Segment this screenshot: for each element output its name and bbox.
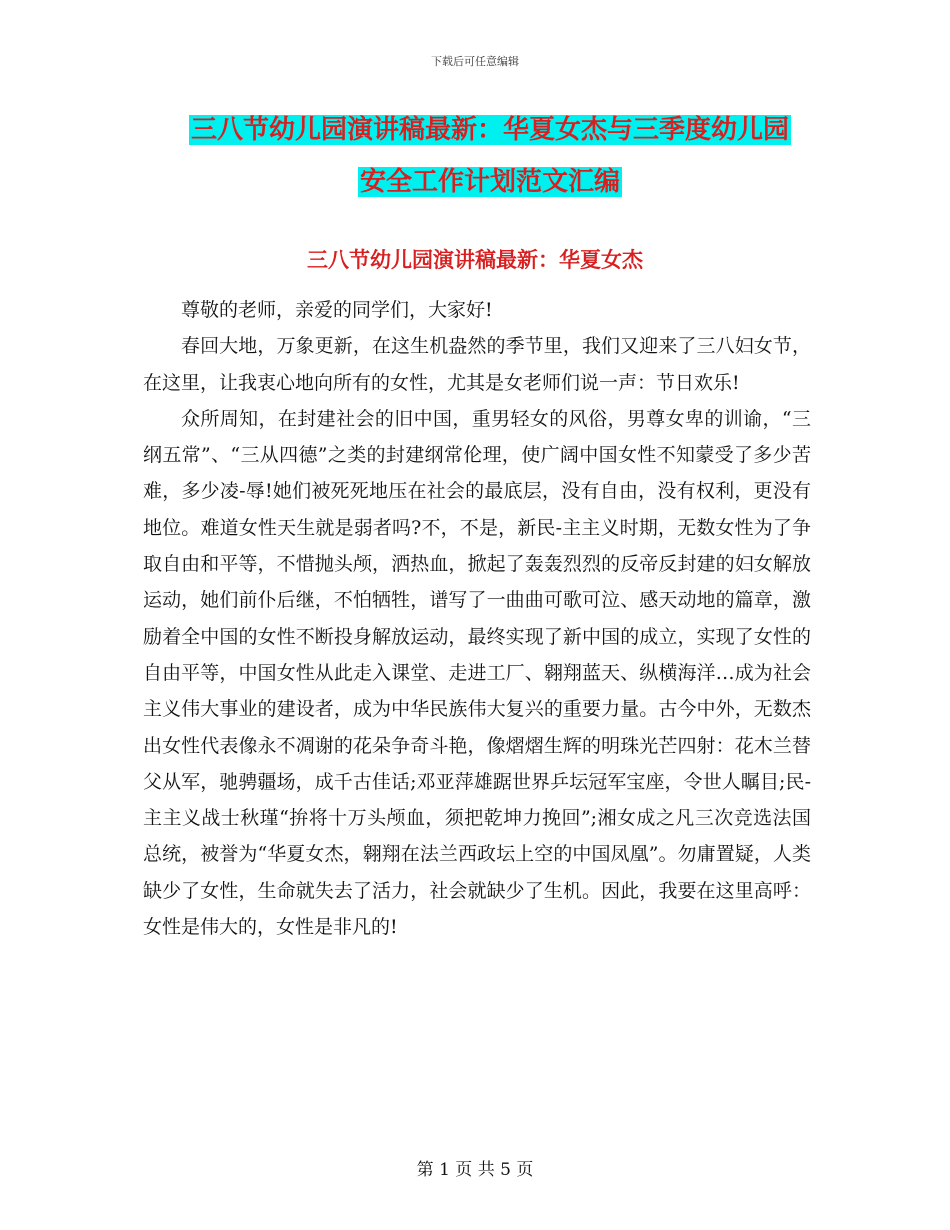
paragraph-intro: 春回大地，万象更新，在这生机盎然的季节里，我们又迎来了三八妇女节，在这里，让我衷心地向所有的女性，尤其是女老师们说一声：节日欢乐!	[143, 335, 811, 394]
body-text	[143, 292, 811, 945]
paragraph-main: 众所周知，在封建社会的旧中国，重男轻女的风俗，男尊女卑的训谕，“三纲五常”、“三从四德”之类的封建纲常伦理，使广阔中国女性不知蒙受了多少苦难，多少凌-辱!她们被死死地压在社会的最底层，没有自由，没有权利，更没有地位。难道女性天生就是弱者吗?不，不是，新民-主主义时期，无数女性为了争取自由和平等，不惜抛头颅，洒热血，掀起了轰轰烈烈的反帝反封建的妇女解放运动，她们前仆后继，不怕牺牲，谱写了一曲曲可歌可泣、感天动地的篇章，激励着全中国的女性不断投身解放运动，最终实现了新中国的成立，实现了女性的自由平等，中国女性从此走入课堂、走进工厂、翱翔蓝天、纵横海洋…成为社会主义伟大事业的建设者，成为中华民族伟大复兴的重要力量。古今中外，无数杰出女性代表像永不凋谢的花朵争奇斗艳，像熠熠生辉的明珠光芒四射：花木兰替父从军，驰骋疆场，成千古佳话;邓亚萍雄踞世界乒坛冠军宝座，令世人瞩目;民-主主义战士秋瑾“拚将十万头颅血，须把乾坤力挽回”;湘女成之凡三次竞选法国总统，被誉为“华夏女杰，翱翔在法兰西政坛上空的中国凤凰”。勿庸置疑，人类缺少了女性，生命就失去了活力，社会就缺少了生机。因此，我要在这里高呼：女性是伟大的，女性是非凡的!	[143, 407, 811, 939]
document-title-line-1: 三八节幼儿园演讲稿最新：华夏女杰与三季度幼儿园	[190, 115, 789, 145]
section-heading: 三八节幼儿园演讲稿最新：华夏女杰	[307, 248, 643, 272]
document-title	[120, 104, 860, 208]
page-header-note: 下载后可任意编辑	[431, 55, 519, 68]
document-title-line-2: 安全工作计划范文汇编	[359, 167, 620, 197]
page-footer: 第 1 页 共 5 页	[416, 1160, 534, 1180]
paragraph-greeting: 尊敬的老师，亲爱的同学们，大家好!	[181, 299, 493, 321]
